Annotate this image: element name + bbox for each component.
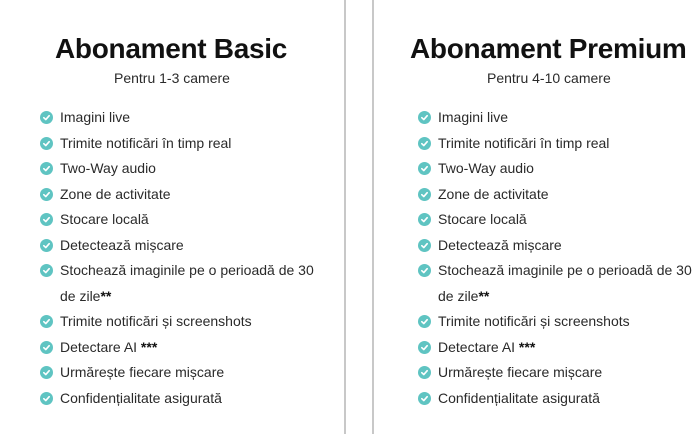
feature-item	[40, 131, 330, 157]
check-circle-icon	[40, 341, 53, 354]
feature-item	[40, 105, 330, 131]
check-circle-icon	[418, 213, 431, 226]
feature-item	[418, 105, 700, 131]
check-circle-icon	[418, 315, 431, 328]
feature-label: Imagini live	[60, 109, 131, 125]
feature-label: Trimite notificări și screenshots	[438, 313, 630, 329]
feature-label: Detectare AI	[60, 338, 138, 355]
footnote-mark: ***	[137, 338, 158, 355]
feature-label: Trimite notificări și screenshots	[60, 313, 252, 329]
feature-label: Confidențialitate asigurată	[60, 389, 222, 406]
feature-list	[40, 105, 330, 411]
plan-subtitle: Pentru 4-10 camere	[487, 70, 611, 86]
feature-label: Stochează imaginile pe o perioadă de 30 de zile	[60, 262, 314, 304]
plan-subtitle: Pentru 1-3 camere	[114, 70, 230, 86]
check-circle-icon	[418, 366, 431, 379]
feature-item	[40, 386, 330, 412]
plan-title: Abonament Basic	[55, 32, 287, 64]
check-circle-icon	[418, 137, 431, 150]
check-circle-icon	[40, 264, 53, 277]
check-circle-icon	[418, 239, 431, 252]
feature-item	[40, 360, 330, 386]
plan-divider-left	[344, 0, 346, 434]
feature-label: Detectează mișcare	[438, 236, 562, 253]
footnote-mark: ***	[515, 338, 536, 355]
feature-label: Two-Way audio	[438, 160, 534, 176]
check-circle-icon	[418, 392, 431, 405]
feature-item	[40, 258, 330, 309]
plan-card-premium	[374, 0, 700, 434]
check-circle-icon	[40, 392, 53, 405]
feature-item	[418, 207, 700, 233]
feature-item	[418, 233, 700, 259]
check-circle-icon	[40, 239, 53, 252]
feature-label: Trimite notificări în timp real	[60, 134, 232, 151]
check-circle-icon	[40, 188, 53, 201]
feature-item	[40, 156, 330, 182]
feature-label: Stochează imaginile pe o perioadă de 30 de zile	[438, 262, 692, 304]
feature-label: Stocare locală	[60, 211, 149, 227]
feature-item	[40, 309, 330, 335]
check-circle-icon	[418, 188, 431, 201]
feature-item	[418, 156, 700, 182]
feature-item	[40, 182, 330, 208]
check-circle-icon	[40, 137, 53, 150]
feature-label: Zone de activitate	[60, 185, 171, 202]
check-circle-icon	[418, 264, 431, 277]
feature-label: Confidențialitate asigurată	[438, 389, 600, 406]
feature-label: Two-Way audio	[60, 160, 156, 176]
check-circle-icon	[40, 213, 53, 226]
footnote-mark: **	[100, 287, 112, 304]
feature-label: Detectare AI	[438, 338, 516, 355]
feature-label: Zone de activitate	[438, 185, 549, 202]
feature-item	[418, 131, 700, 157]
feature-label: Urmărește fiecare mișcare	[60, 364, 225, 380]
feature-list	[418, 105, 700, 411]
feature-label: Trimite notificări în timp real	[438, 134, 610, 151]
feature-label: Urmărește fiecare mișcare	[438, 364, 603, 380]
feature-item	[418, 258, 700, 309]
feature-item	[40, 335, 330, 361]
feature-label: Stocare locală	[438, 211, 527, 227]
feature-item	[418, 335, 700, 361]
check-circle-icon	[418, 341, 431, 354]
feature-item	[418, 360, 700, 386]
feature-item	[40, 233, 330, 259]
check-circle-icon	[40, 162, 53, 175]
feature-item	[40, 207, 330, 233]
plan-card-basic	[0, 0, 344, 434]
feature-item	[418, 309, 700, 335]
feature-label: Imagini live	[438, 109, 509, 125]
check-circle-icon	[40, 366, 53, 379]
check-circle-icon	[418, 162, 431, 175]
feature-item	[418, 182, 700, 208]
footnote-mark: **	[478, 287, 490, 304]
check-circle-icon	[40, 111, 53, 124]
feature-item	[418, 386, 700, 412]
plan-title: Abonament Premium	[410, 32, 687, 64]
check-circle-icon	[40, 315, 53, 328]
check-circle-icon	[418, 111, 431, 124]
feature-label: Detectează mișcare	[60, 236, 184, 253]
